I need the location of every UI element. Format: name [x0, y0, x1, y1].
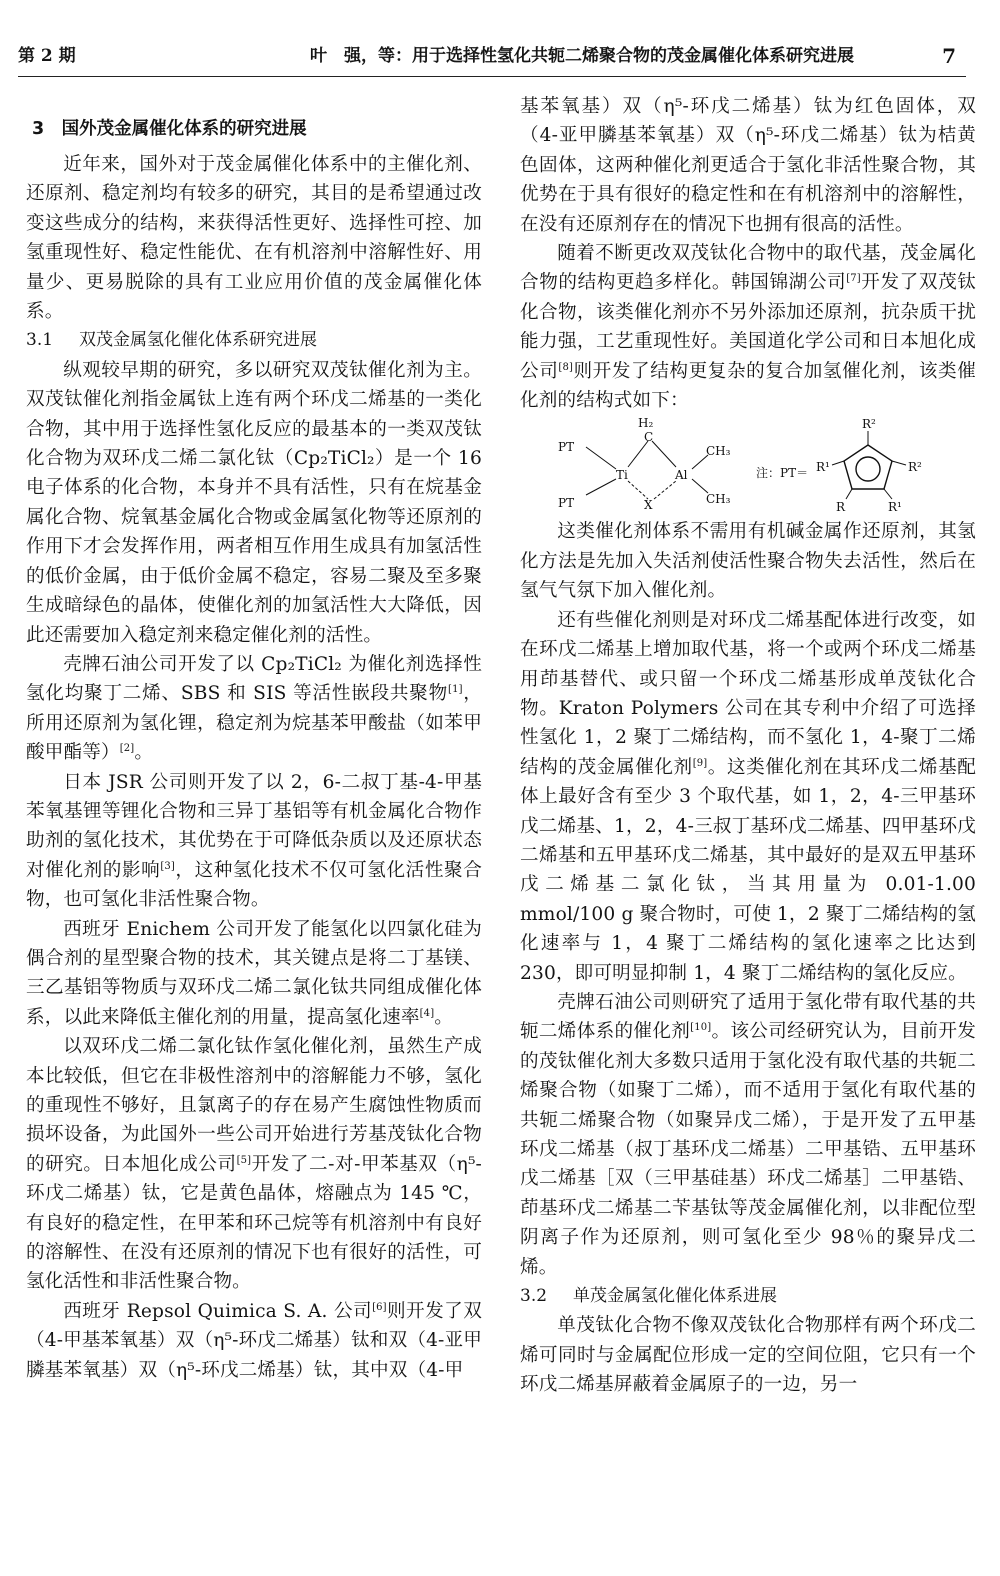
structural-formula [520, 417, 976, 513]
citation[interactable]: [2] [119, 742, 135, 754]
ch3-top-label: CH₃ [706, 444, 731, 459]
citation[interactable]: [10] [690, 1022, 712, 1034]
running-header [18, 36, 966, 77]
paragraph: 日本 JSR 公司则开发了以 2，6-二叔丁基-4-甲基苯氧基锂等锂化合物和三异丁基铝等有机金属化合物作助剂的氢化技术，其优势在于可降低杂质以及还原状态对催化剂的影响[3]，这种氢化技术不仅可氢化活性聚合物，也可氢化非活性聚合物。 [26, 771, 482, 911]
paragraph: 随着不断更改双茂钛化合物中的取代基，茂金属化合物的结构更趋多样化。韩国锦湖公司[7]开发了双茂钛化合物，该类催化剂亦不另外添加还原剂，抗杂质干扰能力强，工艺重现性好。美国道化学公司和日本旭化成公司[8]则开发了结构更复杂的复合加氢催化剂，该类催化剂的结构式如下： [520, 243, 976, 412]
r-left-label: R¹ [816, 460, 830, 475]
al-label: Al [675, 468, 688, 483]
citation[interactable]: [3] [160, 860, 175, 872]
paragraph: 还有些催化剂则是对环戊二烯基配体进行改变，如在环戊二烯基上增加取代基，将一个或两个环戊二烯基用茚基替代、或只留一个环戊二烯基形成单茂钛化合物。Kraton Polymers 公司在其专利中介绍了可选择性氢化 1，2 聚丁二烯结构，而不氢化 1，4-聚丁二烯结构的茂金属催化剂[9]。这类催化剂在其环戊二烯基配体上最好含有至少 3 个取代基，如 1，2，4-三甲基环戊二烯基、1，2，4-三叔丁基环戊二烯基、四甲基环戊二烯基和五甲基环戊二烯基，其中最好的是双五甲基环戊二烯基二氯化钛，当其用量为 0.01-1.00 mmol/100 g 聚合物时，可使 1，2 聚丁二烯结构的氢化速率与 1，4 聚丁二烯结构的氢化速率之比达到 230，即可明显抑制 1，4 聚丁二烯结构的氢化反应。 [520, 609, 976, 984]
c-label: C [644, 430, 654, 445]
left-column [26, 92, 482, 1385]
x-label: X [644, 498, 653, 513]
paragraph: 西班牙 Repsol Quimica S. A. 公司[6]则开发了双（4-甲基苯氧基）双（η⁵-环戊二烯基）钛和双（4-亚甲膦基苯氧基）双（η⁵-环戊二烯基）钛，其中双（4-甲 [26, 1300, 482, 1381]
page-number: 7 [942, 44, 956, 68]
right-column [520, 92, 976, 1400]
paragraph: 纵观较早期的研究，多以研究双茂钛催化剂为主。双茂钛催化剂指金属钛上连有两个环戊二烯基的一类化合物，其中用于选择性氢化反应的最基本的一类双茂钛化合物为双环戊二烯二氯化钛（Cp₂TiCl₂）是一个 16 电子体系的化合物，本身并不具有活性，只有在烷基金属化合物、烷氧基金属化合物或金属氢化物等还原剂的作用下才会发挥作用，两者相互作用生成具有加氢活性的低价金属，由于低价金属不稳定，容易二聚及至多聚生成暗绿色的晶体，使催化剂的加氢活性大大降低，因此还需要加入稳定剂来稳定催化剂的活性。 [26, 359, 482, 646]
paragraph: 近年来，国外对于茂金属催化体系中的主催化剂、还原剂、稳定剂均有较多的研究，其目的是希望通过改变这些成分的结构，来获得活性更好、选择性可控、加氢重现性好、稳定性能优、在有机溶剂中溶解性好、用量少、更易脱除的具有工业应用价值的茂金属催化体系。 [26, 154, 482, 323]
r-top-label: R² [862, 417, 876, 432]
catalyst-structure-diagram [520, 417, 976, 513]
citation[interactable]: [4] [419, 1007, 435, 1019]
h2-label: H₂ [638, 417, 654, 431]
citation[interactable]: [5] [236, 1154, 252, 1166]
paragraph: 以双环戊二烯二氯化钛作氢化催化剂，虽然生产成本比较低，但它在非极性溶剂中的溶解能力不够，氢化的重现性不够好，且氯离子的存在易产生腐蚀性物质而损坏设备，为此国外一些公司开始进行芳基茂钛化合物的研究。日本旭化成公司[5]开发了二-对-甲苯基双（η⁵-环戊二烯基）钛，它是黄色晶体，熔融点为 145 ℃，有良好的稳定性，在甲苯和环己烷等有机溶剂中有良好的溶解性、在没有还原剂的情况下也有很好的活性，可氢化活性和非活性聚合物。 [26, 1036, 482, 1293]
paragraph: 基苯氧基）双（η⁵-环戊二烯基）钛为红色固体，双（4-亚甲膦基苯氧基）双（η⁵-环戊二烯基）钛为桔黄色固体，这两种催化剂更适合于氢化非活性聚合物，其优势在于具有很好的稳定性和在有机溶剂中的溶解性，在没有还原剂存在的情况下也拥有很高的活性。 [520, 96, 976, 235]
ch3-bottom-label: CH₃ [706, 492, 731, 507]
pt-bottom-label: PT [558, 496, 575, 511]
r-right-label: R² [908, 460, 922, 475]
paragraph: 壳牌石油公司则研究了适用于氢化带有取代基的共轭二烯体系的催化剂[10]。该公司经研究认为，目前开发的茂钛催化剂大多数只适用于氢化没有取代基的共轭二烯聚合物（如聚丁二烯），而不适用于氢化有取代基的共轭二烯聚合物（如聚异戊二烯），于是开发了五甲基环戊二烯基（叔丁基环戊二烯基）二甲基锆、五甲基环戊二烯基［双（三甲基硅基）环戊二烯基］二甲基锆、茚基环戊二烯基二苄基钛等茂金属催化剂，以非配位型阴离子作为还原剂，则可氢化至少 98％的聚异戊二烯。 [520, 991, 976, 1278]
citation[interactable]: [7] [846, 273, 861, 285]
r-bottom-left-label: R [836, 500, 846, 514]
subsection-title: 3.2 单茂金属氢化催化体系进展 [520, 1286, 778, 1307]
citation[interactable]: [6] [372, 1301, 387, 1313]
issue-number: 第 2 期 [18, 46, 76, 66]
r-bottom-right-label: R¹ [888, 500, 902, 514]
pt-top-label: PT [558, 440, 575, 455]
section-title: 3 国外茂金属催化体系的研究进展 [32, 119, 307, 139]
running-title: 叶 强，等：用于选择性氢化共轭二烯聚合物的茂金属催化体系研究进展 [310, 46, 854, 66]
citation[interactable]: [9] [692, 757, 708, 769]
ti-label: Ti [616, 468, 628, 483]
paragraph: 这类催化剂体系不需用有机碱金属作还原剂，其氢化方法是先加入失活剂使活性聚合物失去活性，然后在氢气气氛下加入催化剂。 [520, 521, 976, 602]
citation[interactable]: [1] [448, 684, 463, 696]
subsection-title: 3.1 双茂金属氢化催化体系研究进展 [26, 330, 318, 351]
paragraph: 单茂钛化合物不像双茂钛化合物那样有两个环戊二烯可同时与金属配位形成一定的空间位阻，它只有一个环戊二烯基屏蔽着金属原子的一边，另一 [520, 1315, 976, 1396]
note-label: 注：PT＝ [756, 466, 809, 481]
citation[interactable]: [8] [558, 361, 574, 373]
paragraph: 西班牙 Enichem 公司开发了能氢化以四氯化硅为偶合剂的星型聚合物的技术，其关键点是将二丁基镁、三乙基铝等物质与双环戊二烯二氯化钛共同组成催化体系，以此来降低主催化剂的用量，提高氢化速率[4]。 [26, 918, 482, 1028]
paragraph: 壳牌石油公司开发了以 Cp₂TiCl₂ 为催化剂选择性氢化均聚丁二烯、SBS 和 SIS 等活性嵌段共聚物[1]，所用还原剂为氢化锂，稳定剂为烷基苯甲酸盐（如苯甲酸甲酯等）[2]。 [26, 653, 483, 764]
